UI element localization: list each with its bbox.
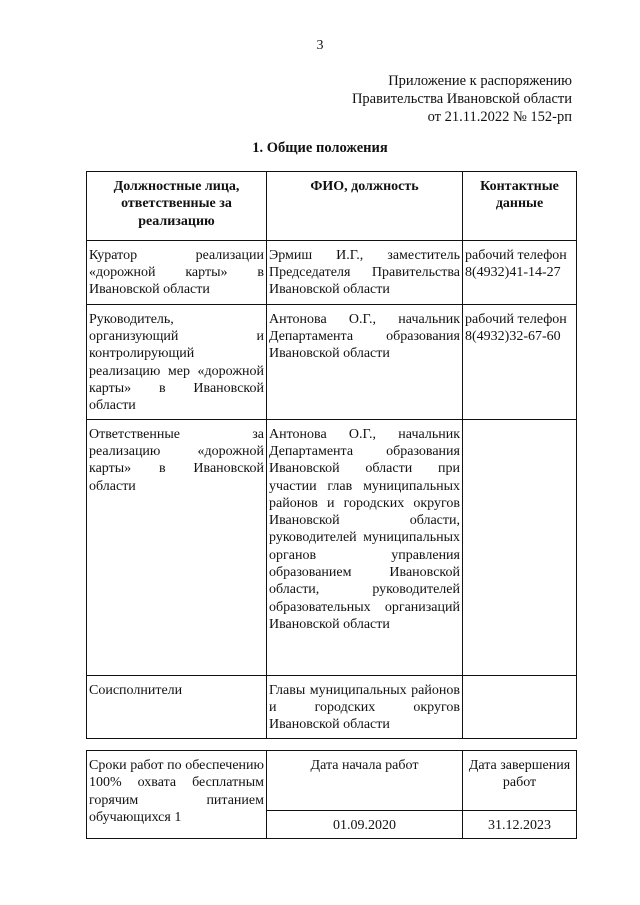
table-row [87,675,577,738]
table-row [87,304,577,419]
appendix-line-3: от 21.11.2022 № 152-рп [427,109,572,125]
start-date-value: 01.09.2020 [267,811,463,839]
table-row [87,240,577,304]
contact-cell: рабочий телефон 8(4932)32-67-60 [463,304,577,419]
appendix-line-1: Приложение к распоряжению [388,73,572,89]
role-cell: Соисполнители [87,675,267,738]
table-row [87,419,577,675]
contact-cell [463,675,577,738]
person-cell: Антонова О.Г., начальник Департамента образования Ивановской области [267,304,463,419]
appendix-line-2: Правительства Ивановской области [351,91,572,107]
contact-cell: рабочий телефон 8(4932)41-14-27 [463,240,577,304]
table-header-row [87,172,577,241]
appendix-header [352,72,572,126]
deadlines-label: Сроки работ по обеспечению 100% охвата бесплатным горячим питанием обучающихся 1 [87,751,267,839]
person-cell: Антонова О.Г., начальник Департамента образования Ивановской области при участии глав муниципальных районов и городских округов Ивановской области, руководителей муниципальных органов управления образованием Ивановской области, руководителей образовательных организаций Ивановской области [267,419,463,675]
table-row [87,751,577,811]
deadlines-table [86,750,577,839]
role-cell: Куратор реализации «дорожной карты» в Ивановской области [87,240,267,304]
page-number: 3 [316,38,324,53]
end-date-header: Дата завершения работ [463,751,577,811]
role-cell: Ответственные за реализацию «дорожной карты» в Ивановской области [87,419,267,675]
person-cell: Главы муниципальных районов и городских округов Ивановской области [267,675,463,738]
section-title: 1. Общие положения [252,140,388,156]
person-cell: Эрмиш И.Г., заместитель Председателя Правительства Ивановской области [267,240,463,304]
header-roles: Должностные лица, ответственные за реализацию [87,172,267,241]
header-person: ФИО, должность [267,172,463,241]
contact-cell [463,419,577,675]
header-contacts: Контактные данные [463,172,577,241]
role-cell: Руководитель, организующий и контролирующий реализацию мер «дорожной карты» в Ивановской области [87,304,267,419]
responsibles-table [86,171,577,739]
end-date-value: 31.12.2023 [463,811,577,839]
start-date-header: Дата начала работ [267,751,463,811]
